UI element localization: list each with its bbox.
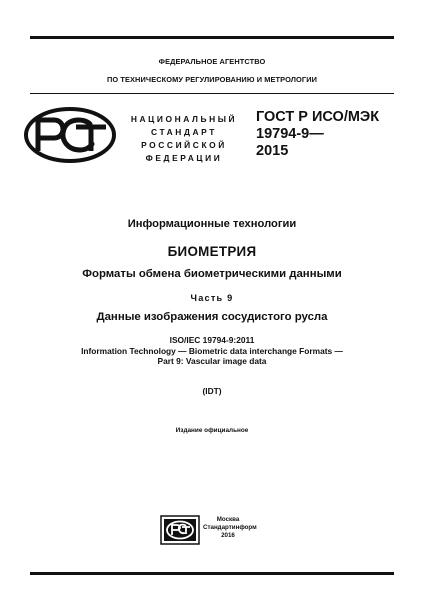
standard-type-block — [128, 113, 240, 165]
title-part-name: Данные изображения сосудистого русла — [96, 311, 328, 323]
designation-line-3: 2015 — [256, 143, 289, 159]
edition-note: Издание официальное — [175, 427, 249, 434]
title-part-number: Часть 9 — [190, 293, 234, 303]
standard-line-2: СТАНДАРТ — [151, 127, 217, 137]
title-sub: Форматы обмена биометрическими данными — [82, 268, 342, 280]
equivalence-degree: (IDT) — [202, 386, 222, 396]
publisher-block — [203, 516, 257, 541]
iso-title-line-1: Information Technology — Biometric data interchange Formats — — [81, 345, 343, 356]
standard-line-4: ФЕДЕРАЦИИ — [145, 153, 223, 163]
iso-title-line-2: Part 9: Vascular image data — [157, 356, 267, 366]
standard-line-1: НАЦИОНАЛЬНЫЙ — [130, 114, 238, 124]
standartinform-logo-icon — [160, 515, 200, 545]
publication-year: 2016 — [221, 532, 235, 540]
publisher-city: Москва — [216, 516, 240, 523]
title-main: БИОМЕТРИЯ — [167, 244, 257, 259]
bottom-rule — [30, 572, 394, 575]
header-divider — [30, 93, 394, 94]
designation-line-1: ГОСТ Р ИСО/МЭК — [256, 109, 380, 125]
publisher-name: Стандартинформ — [203, 524, 257, 532]
title-general: Информационные технологии — [127, 218, 297, 230]
top-rule — [30, 36, 394, 39]
standard-designation — [256, 109, 396, 160]
agency-name-line-2: ПО ТЕХНИЧЕСКОМУ РЕГУЛИРОВАНИЮ И МЕТРОЛОГИИ — [106, 75, 318, 84]
iso-number: ISO/IEC 19794-9:2011 — [169, 335, 255, 345]
designation-line-2: 19794-9— — [256, 126, 324, 142]
international-standard-reference — [0, 335, 424, 367]
standard-line-3: РОССИЙСКОЙ — [141, 140, 227, 150]
gost-r-logo-icon — [24, 107, 116, 163]
agency-name-line-1: ФЕДЕРАЛЬНОЕ АГЕНТСТВО — [158, 57, 266, 66]
